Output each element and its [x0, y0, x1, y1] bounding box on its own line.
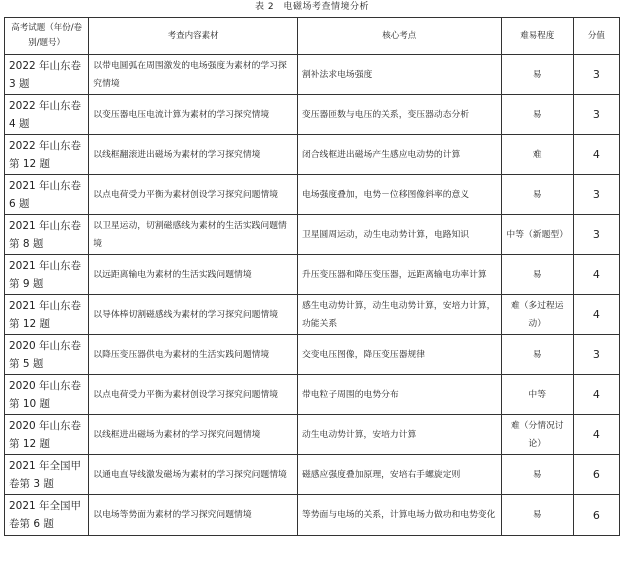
cell-difficulty: 易 [501, 175, 573, 215]
table-row [5, 135, 620, 175]
cell-difficulty: 易 [501, 255, 573, 295]
header-difficulty: 难易程度 [501, 18, 573, 55]
cell-difficulty: 难 [501, 135, 573, 175]
cell-material: 以降压变压器供电为素材的生活实践问题情境 [89, 335, 298, 375]
cell-material: 以线框进出磁场为素材的学习探究问题情境 [89, 415, 298, 455]
cell-exam: 2022 年山东卷 3 题 [5, 55, 89, 95]
cell-core: 磁感应强度叠加原理，安培右手螺旋定则 [297, 455, 501, 495]
table-row [5, 95, 620, 135]
cell-score: 3 [573, 215, 619, 255]
cell-score: 3 [573, 95, 619, 135]
cell-material: 以通电直导线激发磁场为素材的学习探究问题情境 [89, 455, 298, 495]
cell-material: 以带电圆弧在周围激发的电场强度为素材的学习探究情境 [89, 55, 298, 95]
cell-material: 以变压器电压电流计算为素材的学习探究情境 [89, 95, 298, 135]
header-exam: 高考试题（年份/卷别/题号） [5, 18, 89, 55]
cell-difficulty: 易 [501, 95, 573, 135]
cell-core: 等势面与电场的关系，计算电场力做功和电势变化 [297, 495, 501, 536]
table-row [5, 55, 620, 95]
cell-material: 以点电荷受力平衡为素材创设学习探究问题情境 [89, 375, 298, 415]
cell-difficulty: 易 [501, 455, 573, 495]
table-row [5, 375, 620, 415]
cell-difficulty: 难（分情况讨论） [501, 415, 573, 455]
cell-score: 4 [573, 295, 619, 335]
cell-score: 4 [573, 255, 619, 295]
table-row [5, 415, 620, 455]
cell-exam: 2022 年山东卷 4 题 [5, 95, 89, 135]
cell-exam: 2021 年全国甲卷第 3 题 [5, 455, 89, 495]
cell-difficulty: 难（多过程运动） [501, 295, 573, 335]
cell-core: 闭合线框进出磁场产生感应电动势的计算 [297, 135, 501, 175]
cell-exam: 2022 年山东卷第 12 题 [5, 135, 89, 175]
cell-score: 4 [573, 415, 619, 455]
analysis-table [4, 17, 620, 536]
cell-core: 割补法求电场强度 [297, 55, 501, 95]
cell-core: 升压变压器和降压变压器，远距离输电功率计算 [297, 255, 501, 295]
cell-core: 感生电动势计算，动生电动势计算，安培力计算，功能关系 [297, 295, 501, 335]
table-header-row [5, 18, 620, 55]
cell-score: 6 [573, 455, 619, 495]
cell-score: 4 [573, 375, 619, 415]
cell-exam: 2020 年山东卷第 12 题 [5, 415, 89, 455]
cell-core: 变压器匝数与电压的关系，变压器动态分析 [297, 95, 501, 135]
cell-exam: 2021 年山东卷 6 题 [5, 175, 89, 215]
cell-material: 以导体棒切割磁感线为素材的学习探究问题情境 [89, 295, 298, 335]
cell-core: 交变电压图像，降压变压器规律 [297, 335, 501, 375]
header-core: 核心考点 [297, 18, 501, 55]
cell-difficulty: 易 [501, 335, 573, 375]
cell-exam: 2021 年山东卷第 9 题 [5, 255, 89, 295]
cell-score: 3 [573, 55, 619, 95]
cell-exam: 2020 年山东卷第 5 题 [5, 335, 89, 375]
cell-exam: 2021 年全国甲卷第 6 题 [5, 495, 89, 536]
table-row [5, 255, 620, 295]
cell-material: 以电场等势面为素材的学习探究问题情境 [89, 495, 298, 536]
cell-core: 带电粒子周围的电势分布 [297, 375, 501, 415]
cell-score: 4 [573, 135, 619, 175]
table-row [5, 175, 620, 215]
cell-core: 卫星圆周运动，动生电动势计算，电路知识 [297, 215, 501, 255]
cell-material: 以卫星运动，切割磁感线为素材的生活实践问题情境 [89, 215, 298, 255]
cell-score: 3 [573, 175, 619, 215]
cell-exam: 2021 年山东卷第 12 题 [5, 295, 89, 335]
cell-core: 电场强度叠加，电势－位移图像斜率的意义 [297, 175, 501, 215]
cell-score: 3 [573, 335, 619, 375]
cell-score: 6 [573, 495, 619, 536]
cell-material: 以点电荷受力平衡为素材创设学习探究问题情境 [89, 175, 298, 215]
table-row [5, 295, 620, 335]
cell-exam: 2021 年山东卷第 8 题 [5, 215, 89, 255]
cell-difficulty: 中等（新题型） [501, 215, 573, 255]
cell-exam: 2020 年山东卷第 10 题 [5, 375, 89, 415]
header-score: 分值 [573, 18, 619, 55]
cell-difficulty: 易 [501, 55, 573, 95]
cell-difficulty: 易 [501, 495, 573, 536]
cell-material: 以线框翻滚进出磁场为素材的学习探究情境 [89, 135, 298, 175]
table-row [5, 455, 620, 495]
cell-material: 以远距离输电为素材的生活实践问题情境 [89, 255, 298, 295]
header-material: 考查内容素材 [89, 18, 298, 55]
cell-difficulty: 中等 [501, 375, 573, 415]
table-row [5, 495, 620, 536]
table-caption: 表 2 电磁场考查情境分析 [254, 2, 370, 12]
cell-core: 动生电动势计算，安培力计算 [297, 415, 501, 455]
table-row [5, 215, 620, 255]
table-row [5, 335, 620, 375]
